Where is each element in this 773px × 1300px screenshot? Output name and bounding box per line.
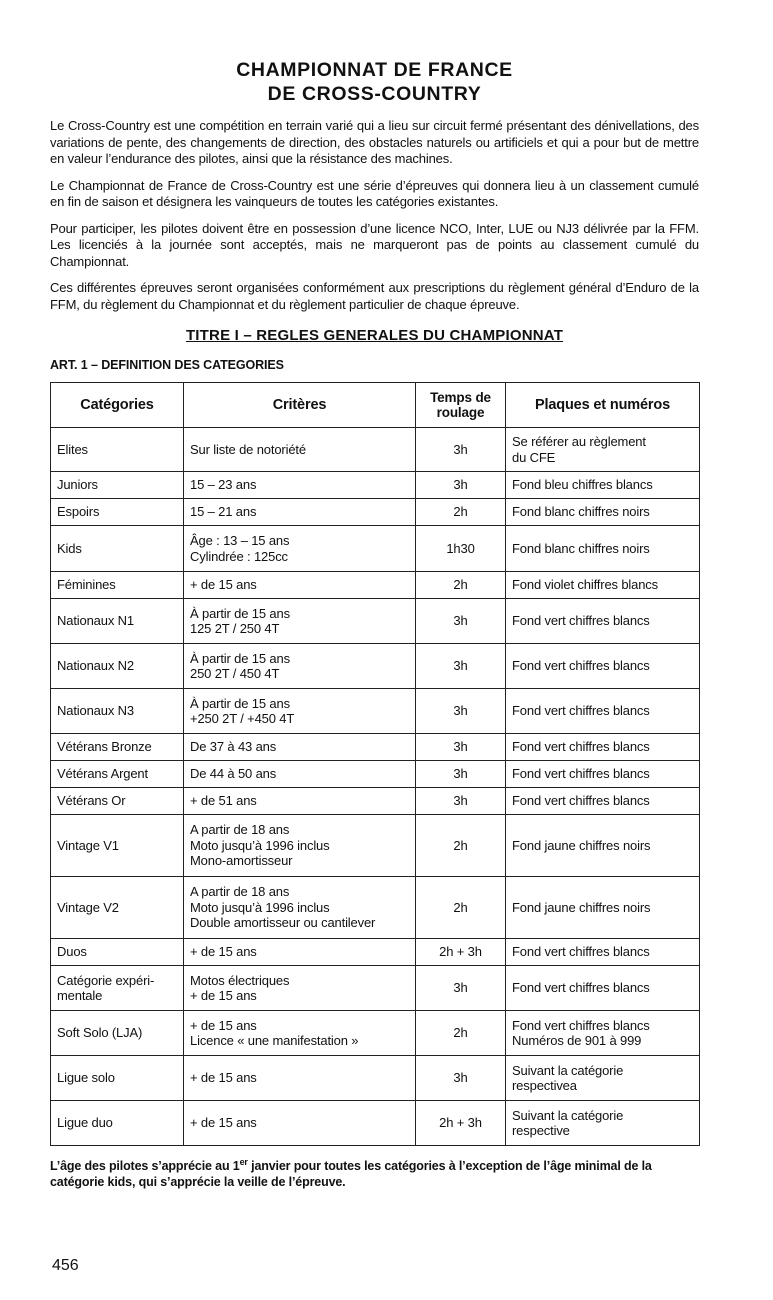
plate-cell-line: Fond vert chiffres blancs (512, 703, 650, 719)
table-row (51, 966, 700, 1011)
plate-cell-line: Fond vert chiffres blancs (512, 980, 650, 996)
table-row (51, 472, 700, 499)
criteria-cell-line: Moto jusqu’à 1996 inclus (190, 899, 330, 915)
table-body (51, 428, 700, 1146)
table-row (51, 815, 700, 877)
plate-cell-line: Fond vert chiffres blancs (512, 739, 650, 755)
criteria-cell-line: + de 15 ans (190, 1017, 257, 1033)
riding-time-cell: 3h (416, 734, 506, 761)
table-row (51, 761, 700, 788)
category-cell-line: Espoirs (57, 504, 100, 520)
header-plates-numbers: Plaques et numéros (506, 383, 700, 428)
criteria-cell-line: + de 15 ans (190, 1115, 257, 1131)
section-title: TITRE I – REGLES GENERALES DU CHAMPIONNAT (185, 327, 564, 344)
plate-cell-line: Fond vert chiffres blancs (512, 944, 650, 960)
plate-cell-line: Suivant la catégorie (512, 1107, 624, 1123)
plate-cell (506, 472, 700, 499)
intro-paragraph-1: Le Cross-Country est une compétition en terrain varié qui a lieu sur circuit fermé présentant des dénivellations, des variations de pente, des changements de direction, des obstacles naturels ou artificiels et qui a pour but de mettre en valeur l’endurance des pilotes, ainsi que la résistance des machines. (50, 118, 699, 166)
category-cell-line: Elites (57, 441, 88, 457)
riding-time-cell: 2h (416, 877, 506, 939)
category-cell (51, 966, 184, 1011)
note-superscript: er (239, 1156, 248, 1167)
criteria-cell (184, 877, 416, 939)
criteria-cell-line: Double amortisseur ou cantilever (190, 915, 376, 931)
criteria-cell-line: De 44 à 50 ans (190, 766, 277, 782)
table-row (51, 734, 700, 761)
criteria-cell-line: Licence « une manifestation » (190, 1033, 359, 1048)
plate-cell-line: Fond blanc chiffres noirs (512, 504, 650, 520)
criteria-cell-line: 15 – 23 ans (190, 477, 257, 493)
criteria-cell (184, 1101, 416, 1146)
category-cell (51, 689, 184, 734)
criteria-cell-line: 15 – 21 ans (190, 504, 257, 520)
criteria-cell (184, 939, 416, 966)
table-row (51, 572, 700, 599)
title-line-1: CHAMPIONNAT DE FRANCE (236, 59, 513, 81)
criteria-cell-line: À partir de 15 ans (190, 695, 290, 711)
criteria-cell-line: + de 15 ans (190, 577, 257, 593)
criteria-cell-line: + de 51 ans (190, 793, 257, 809)
riding-time-cell: 2h + 3h (416, 1101, 506, 1146)
criteria-cell-line: 125 2T / 250 4T (190, 621, 280, 636)
plate-cell-line: Numéros de 901 à 999 (512, 1033, 642, 1048)
category-cell-line: mentale (57, 988, 103, 1003)
header-criteria: Critères (184, 383, 416, 428)
criteria-cell (184, 966, 416, 1011)
riding-time-cell: 1h30 (416, 526, 506, 572)
criteria-cell (184, 1011, 416, 1056)
plate-cell-line: Fond vert chiffres blancs (512, 1017, 650, 1033)
note-text-end: janvier pour toutes les catégories à l’exception de l’âge minimal de la catégorie kids, qui s’apprécie la veille de l’épreuve. (50, 1159, 652, 1189)
criteria-cell-line: + de 15 ans (190, 1070, 257, 1086)
category-cell (51, 788, 184, 815)
plate-cell (506, 1101, 700, 1146)
category-cell (51, 939, 184, 966)
plate-cell-line: Se référer au règlement (512, 434, 646, 449)
plate-cell-line: Fond jaune chiffres noirs (512, 837, 651, 853)
criteria-cell-line: 250 2T / 450 4T (190, 666, 280, 681)
riding-time-cell: 3h (416, 1056, 506, 1101)
article-title: ART. 1 – DEFINITION DES CATEGORIES (50, 358, 284, 372)
category-cell (51, 599, 184, 644)
category-cell (51, 572, 184, 599)
plate-cell (506, 815, 700, 877)
header-categories: Catégories (51, 383, 184, 428)
riding-time-cell: 3h (416, 428, 506, 472)
plate-cell-line: du CFE (512, 449, 556, 465)
categories-table (50, 382, 700, 1146)
category-cell-line: Nationaux N1 (57, 613, 134, 629)
criteria-cell (184, 689, 416, 734)
category-cell-line: Catégorie expéri- (57, 972, 155, 988)
table-row (51, 1011, 700, 1056)
riding-time-cell: 2h (416, 1011, 506, 1056)
riding-time-cell: 2h (416, 815, 506, 877)
table-row (51, 689, 700, 734)
plate-cell-line: Fond vert chiffres blancs (512, 613, 650, 629)
riding-time-cell: 3h (416, 472, 506, 499)
category-cell (51, 734, 184, 761)
title-line-2: DE CROSS-COUNTRY (267, 83, 482, 105)
criteria-cell-line: À partir de 15 ans (190, 650, 290, 666)
document-page (50, 58, 699, 1190)
riding-time-cell: 2h + 3h (416, 939, 506, 966)
category-cell-line: Juniors (57, 477, 98, 493)
intro-paragraph-3: Pour participer, les pilotes doivent être en possession d’une licence NCO, Inter, LUE ou NJ3 délivrée par la FFM. Les licenciés à la journée sont acceptés, mais ne marqueront pas de points au classement cumulé du Championnat. (50, 220, 699, 269)
category-cell (51, 1011, 184, 1056)
plate-cell-line: Fond vert chiffres blancs (512, 658, 650, 674)
plate-cell-line: Fond blanc chiffres noirs (512, 540, 650, 556)
criteria-cell-line: Âge : 13 – 15 ans (190, 533, 290, 548)
criteria-cell-line: Motos électriques (190, 972, 290, 988)
category-cell-line: Nationaux N3 (57, 703, 134, 719)
category-cell (51, 526, 184, 572)
riding-time-cell: 3h (416, 761, 506, 788)
plate-cell (506, 499, 700, 526)
criteria-cell-line: Cylindrée : 125cc (190, 548, 288, 564)
riding-time-cell: 3h (416, 644, 506, 689)
plate-cell-line: Fond vert chiffres blancs (512, 793, 650, 809)
plate-cell (506, 788, 700, 815)
category-cell-line: Duos (57, 944, 87, 960)
table-row (51, 1101, 700, 1146)
criteria-cell (184, 734, 416, 761)
table-row (51, 644, 700, 689)
category-cell (51, 1056, 184, 1101)
table-row (51, 877, 700, 939)
plate-cell (506, 1011, 700, 1056)
category-cell (51, 1101, 184, 1146)
criteria-cell (184, 428, 416, 472)
plate-cell (506, 734, 700, 761)
plate-cell (506, 966, 700, 1011)
category-cell (51, 428, 184, 472)
plate-cell (506, 877, 700, 939)
table-row (51, 499, 700, 526)
category-cell (51, 877, 184, 939)
criteria-cell-line: Mono-amortisseur (190, 853, 293, 869)
riding-time-cell: 3h (416, 966, 506, 1011)
criteria-cell-line: Sur liste de notoriété (190, 441, 306, 457)
criteria-cell-line: + de 15 ans (190, 988, 257, 1003)
category-cell-line: Kids (57, 540, 82, 556)
criteria-cell-line: Moto jusqu’à 1996 inclus (190, 837, 330, 853)
plate-cell-line: Fond violet chiffres blancs (512, 577, 659, 593)
criteria-cell (184, 499, 416, 526)
criteria-cell (184, 572, 416, 599)
criteria-cell-line: De 37 à 43 ans (190, 739, 277, 755)
plate-cell (506, 689, 700, 734)
category-cell-line: Féminines (57, 577, 116, 593)
criteria-cell-line: À partir de 15 ans (190, 605, 290, 621)
plate-cell (506, 599, 700, 644)
plate-cell-line: Suivant la catégorie (512, 1062, 624, 1078)
category-cell (51, 815, 184, 877)
table-row (51, 526, 700, 572)
table-row (51, 788, 700, 815)
table-row (51, 1056, 700, 1101)
criteria-cell (184, 761, 416, 788)
category-cell (51, 644, 184, 689)
category-cell-line: Ligue solo (57, 1070, 115, 1086)
category-cell (51, 761, 184, 788)
criteria-cell (184, 815, 416, 877)
plate-cell (506, 761, 700, 788)
category-cell-line: Vétérans Bronze (57, 739, 152, 755)
riding-time-cell: 3h (416, 689, 506, 734)
criteria-cell (184, 526, 416, 572)
intro-paragraph-2: Le Championnat de France de Cross-Country est une série d’épreuves qui donnera lieu à un classement cumulé en fin de saison et désignera les vainqueurs de toutes les catégories existantes. (50, 177, 699, 209)
category-cell (51, 472, 184, 499)
riding-time-cell: 3h (416, 599, 506, 644)
plate-cell (506, 644, 700, 689)
category-cell-line: Vintage V2 (57, 899, 119, 915)
plate-cell-line: Fond jaune chiffres noirs (512, 899, 651, 915)
category-cell (51, 499, 184, 526)
table-row (51, 939, 700, 966)
age-note (50, 1158, 699, 1190)
plate-cell-line: respective (512, 1123, 570, 1138)
criteria-cell (184, 599, 416, 644)
category-cell-line: Vétérans Or (57, 793, 126, 809)
page-number: 456 (52, 1257, 79, 1274)
category-cell-line: Nationaux N2 (57, 658, 134, 674)
document-title (50, 58, 699, 106)
criteria-cell (184, 788, 416, 815)
plate-cell-line: Fond bleu chiffres blancs (512, 477, 653, 493)
plate-cell (506, 526, 700, 572)
table-row (51, 599, 700, 644)
category-cell-line: Vétérans Argent (57, 766, 148, 782)
criteria-cell-line: A partir de 18 ans (190, 822, 290, 838)
note-text-start: L’âge des pilotes s’apprécie au 1 (50, 1159, 240, 1173)
plate-cell (506, 572, 700, 599)
plate-cell (506, 939, 700, 966)
criteria-cell (184, 472, 416, 499)
criteria-cell (184, 644, 416, 689)
intro-paragraph-4: Ces différentes épreuves seront organisées conformément aux prescriptions du règlement général d’Enduro de la FFM, du règlement du Championnat et du règlement particulier de chaque épreuve. (50, 280, 699, 312)
riding-time-cell: 2h (416, 572, 506, 599)
criteria-cell-line: + de 15 ans (190, 944, 257, 960)
category-cell-line: Vintage V1 (57, 837, 119, 853)
criteria-cell-line: +250 2T / +450 4T (190, 711, 295, 726)
riding-time-cell: 3h (416, 788, 506, 815)
criteria-cell-line: A partir de 18 ans (190, 884, 290, 900)
plate-cell-line: Fond vert chiffres blancs (512, 766, 650, 782)
category-cell-line: Ligue duo (57, 1115, 113, 1131)
table-row (51, 428, 700, 472)
plate-cell (506, 1056, 700, 1101)
riding-time-cell: 2h (416, 499, 506, 526)
header-riding-time: Temps de roulage (416, 383, 506, 428)
plate-cell (506, 428, 700, 472)
plate-cell-line: respectivea (512, 1078, 577, 1093)
criteria-cell (184, 1056, 416, 1101)
category-cell-line: Soft Solo (LJA) (57, 1025, 143, 1041)
table-header-row (51, 383, 700, 428)
